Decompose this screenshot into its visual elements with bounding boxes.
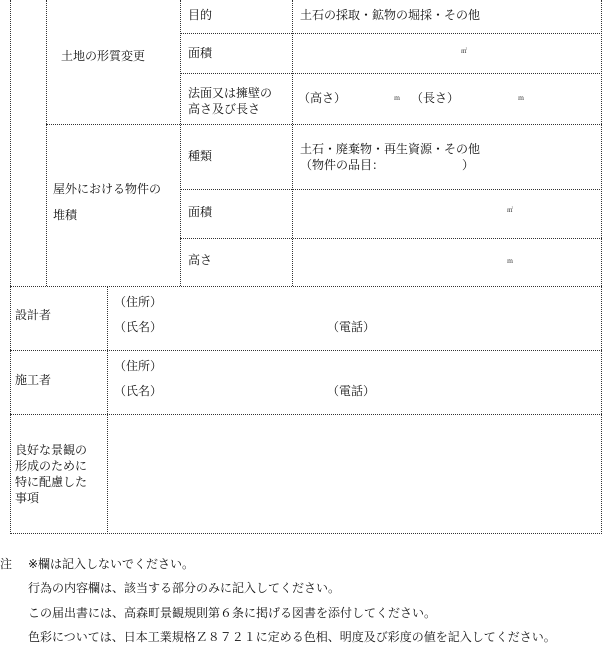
kind-value-line2: （物件の品目： ） (300, 158, 475, 172)
designer-name-label: （氏名） (114, 320, 163, 334)
upper-section-bottom (10, 286, 602, 287)
lower-label-column-border (107, 286, 108, 534)
note-item: ※欄は記入しないでください。 (28, 557, 195, 571)
outer-left-border (10, 0, 11, 534)
outdoor-area-label: 面積 (188, 205, 213, 219)
landscape-notification-form-table (10, 0, 602, 534)
outer-bottom-border (10, 533, 602, 534)
land-area-unit: ㎡ (461, 48, 468, 55)
outdoor-area-unit: ㎡ (507, 207, 514, 214)
note-item: 行為の内容欄は、該当する部分のみに記入してください。 (28, 581, 341, 595)
kind-value-line1: 土石・廃棄物・再生資源・その他 (300, 142, 481, 156)
slope-label-line1: 法面又は擁壁の (188, 86, 273, 100)
builder-row-bottom (10, 414, 602, 415)
note-item: 色彩については、日本工業規格Ｚ８７２１に定める色相、明度及び彩度の値を記入してください。 (28, 630, 556, 644)
designer-row-bottom (10, 350, 602, 351)
slope-height-unit: ｍ (394, 95, 401, 102)
slope-label-line2: 高さ及び長さ (188, 102, 261, 116)
outdoor-height-label: 高さ (188, 253, 213, 267)
designer-address-label: （住所） (114, 295, 163, 309)
purpose-value: 土石の採取・鉱物の堀採・その他 (300, 8, 481, 22)
considerations-label-line1: 良好な景観の (15, 443, 88, 457)
builder-name-label: （氏名） (114, 384, 163, 398)
considerations-label-line3: 特に配慮した (15, 475, 88, 489)
item-column-border (292, 0, 293, 286)
outdoor-section-label-line2: 堆積 (53, 208, 78, 222)
narrow-column-border (46, 0, 47, 286)
slope-length-label: （長さ） (411, 91, 460, 105)
outdoor-height-unit: ｍ (507, 258, 514, 265)
considerations-label-line4: 事項 (15, 491, 40, 505)
considerations-label-line2: 形成のために (15, 459, 88, 473)
row-divider-purpose (180, 33, 602, 34)
builder-label: 施工者 (15, 373, 52, 387)
purpose-label: 目的 (188, 8, 213, 22)
outdoor-section-label-line1: 屋外における物件の (53, 182, 162, 196)
note-item: この届出書には、高森町景観規則第６条に掲げる図書を添付してください。 (28, 606, 437, 620)
row-divider-outdoor-area (180, 238, 602, 239)
land-area-label: 面積 (188, 46, 213, 60)
slope-length-unit: ｍ (518, 95, 525, 102)
outer-right-border (601, 0, 602, 534)
land-section-label: 土地の形質変更 (61, 49, 146, 63)
land-section-bottom (46, 124, 602, 125)
category-column-border (180, 0, 181, 286)
builder-phone-label: （電話） (327, 384, 376, 398)
row-divider-kind (180, 189, 602, 190)
builder-address-label: （住所） (114, 359, 163, 373)
row-divider-area (180, 73, 602, 74)
notes-prefix: 注 (0, 557, 13, 571)
designer-label: 設計者 (15, 308, 52, 322)
kind-label: 種類 (188, 149, 213, 163)
slope-height-label: （高さ） (298, 91, 347, 105)
designer-phone-label: （電話） (327, 320, 376, 334)
